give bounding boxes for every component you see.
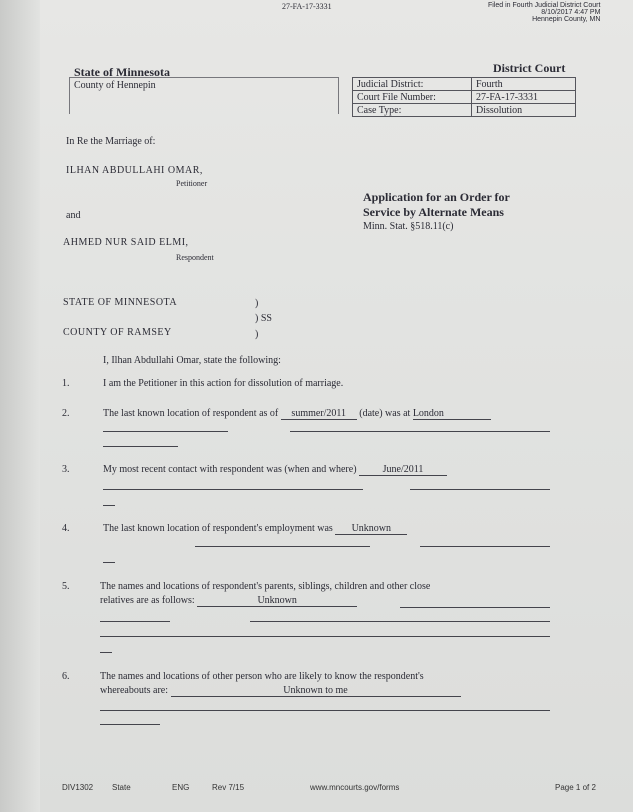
- venue-ss: ) SS: [255, 313, 272, 324]
- file-number-stamp: 27-FA-17-3331: [282, 2, 332, 11]
- table-cell: Case Type:: [353, 104, 472, 117]
- venue-state: STATE OF MINNESOTA: [63, 297, 178, 308]
- blank-line: [100, 710, 550, 711]
- and-label: and: [66, 210, 81, 221]
- table-cell: Dissolution: [472, 104, 576, 117]
- blank-line: [103, 562, 115, 563]
- table-cell: Judicial District:: [353, 78, 472, 91]
- table-cell: Fourth: [472, 78, 576, 91]
- county-label: County of Hennepin: [74, 80, 156, 91]
- table-row: [353, 78, 576, 91]
- item-text: [103, 464, 447, 476]
- item-number: 2.: [62, 408, 70, 419]
- blank-line: [103, 505, 115, 506]
- in-re-label: In Re the Marriage of:: [66, 136, 156, 147]
- blank-line: [400, 607, 550, 608]
- item-text: [103, 523, 407, 535]
- blank-line: [100, 652, 112, 653]
- item-text-part: (date) was at: [359, 408, 411, 419]
- state-heading: State of Minnesota: [74, 65, 170, 79]
- item-number: 6.: [62, 671, 70, 682]
- item-text: The names and locations of other person who are likely to know the respondent's: [100, 671, 424, 682]
- item-answer: London: [413, 408, 491, 420]
- venue-paren: ): [255, 329, 259, 340]
- respondent-name: AHMED NUR SAID ELMI,: [63, 237, 189, 248]
- blank-line: [290, 431, 550, 432]
- item-text: I am the Petitioner in this action for dissolution of marriage.: [103, 378, 344, 389]
- document-title: Service by Alternate Means: [363, 205, 504, 219]
- item-number: 1.: [62, 378, 70, 389]
- case-info-table: [352, 77, 576, 117]
- item-answer: Unknown to me: [171, 685, 461, 697]
- item-text-part: The last known location of respondent's employment was: [103, 523, 333, 534]
- statute-citation: Minn. Stat. §518.11(c): [363, 221, 454, 232]
- blank-line: [100, 621, 170, 622]
- blank-line: [250, 621, 550, 622]
- venue-county: COUNTY OF RAMSEY: [63, 327, 172, 338]
- item-text-part: The last known location of respondent as of: [103, 408, 279, 419]
- respondent-label: Respondent: [176, 253, 214, 262]
- blank-line: [410, 489, 550, 490]
- footer-revision: Rev 7/15: [212, 783, 245, 792]
- blank-line: [103, 489, 363, 490]
- blank-line: [100, 636, 550, 637]
- filing-stamp-line: 8/10/2017 4:47 PM: [541, 9, 601, 16]
- venue-paren: ): [255, 298, 259, 309]
- blank-line: [103, 431, 228, 432]
- item-text: The names and locations of respondent's parents, siblings, children and other close: [100, 581, 431, 592]
- table-row: [353, 104, 576, 117]
- filing-stamp: [488, 2, 600, 23]
- footer-url[interactable]: www.mncourts.gov/forms: [310, 783, 400, 792]
- item-answer: Unknown: [197, 595, 357, 607]
- footer-page-number: Page 1 of 2: [555, 783, 596, 792]
- blank-line: [103, 446, 178, 447]
- filing-stamp-line: Hennepin County, MN: [532, 16, 601, 23]
- page-edge-shadow: [0, 0, 40, 812]
- petitioner-label: Petitioner: [176, 179, 208, 188]
- item-text-part: My most recent contact with respondent was (when and where): [103, 464, 357, 475]
- intro-statement: I, Ilhan Abdullahi Omar, state the following:: [103, 355, 281, 366]
- item-text-part: whereabouts are:: [100, 685, 169, 696]
- item-answer: summer/2011: [281, 408, 357, 420]
- item-number: 5.: [62, 581, 70, 592]
- item-answer: June/2011: [359, 464, 447, 476]
- table-cell: 27-FA-17-3331: [472, 91, 576, 104]
- item-number: 4.: [62, 523, 70, 534]
- petitioner-name: ILHAN ABDULLAHI OMAR,: [66, 165, 203, 176]
- document-title: Application for an Order for: [363, 190, 510, 204]
- blank-line: [420, 546, 550, 547]
- item-text: [100, 685, 461, 697]
- footer-language: ENG: [172, 783, 190, 792]
- item-text: [100, 595, 357, 607]
- item-text-part: relatives are as follows:: [100, 595, 195, 606]
- table-row: [353, 91, 576, 104]
- court-heading: District Court: [493, 61, 566, 75]
- item-number: 3.: [62, 464, 70, 475]
- item-text: [103, 408, 491, 420]
- blank-line: [100, 724, 160, 725]
- item-answer: Unknown: [335, 523, 407, 535]
- blank-line: [195, 546, 370, 547]
- footer-form-number: DIV1302: [62, 783, 94, 792]
- footer-state: State: [112, 783, 131, 792]
- filing-stamp-line: Filed in Fourth Judicial District Court: [488, 2, 601, 9]
- table-cell: Court File Number:: [353, 91, 472, 104]
